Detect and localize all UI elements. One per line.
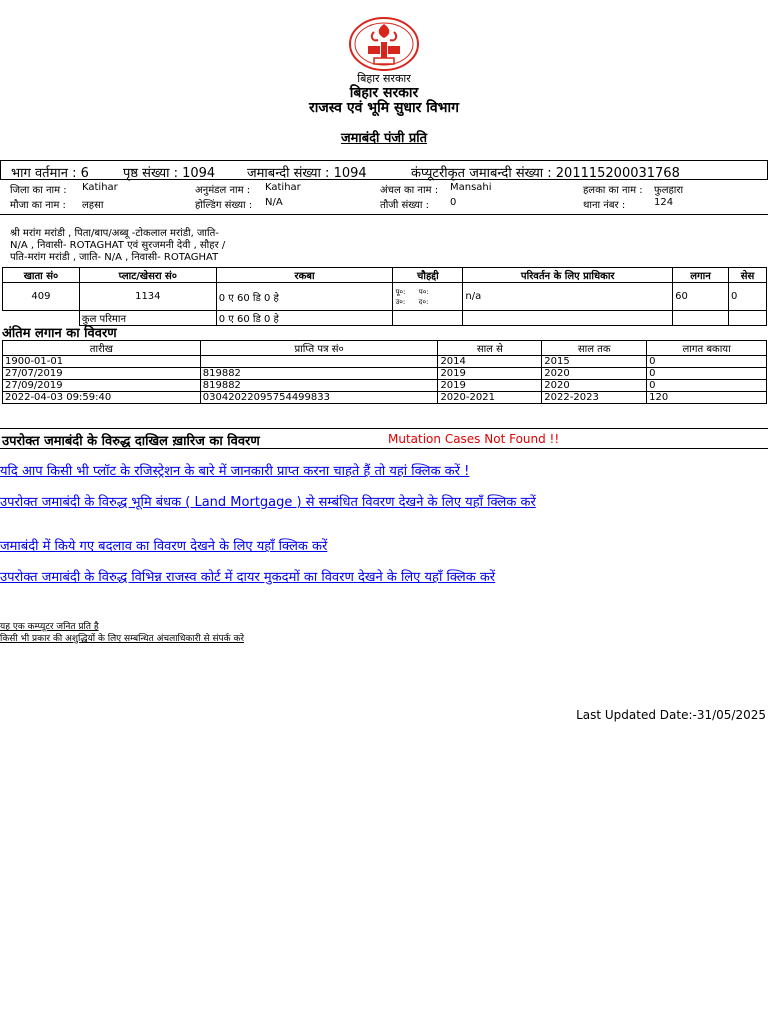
table-row (3, 392, 767, 404)
receipt-cell: 819882 (200, 368, 438, 380)
year-from-cell: 2019 (438, 380, 542, 392)
summary-bar (0, 160, 768, 180)
registration-link[interactable]: यदि आप किसी भी प्लॉट के रजिस्ट्रेशन के बारे में जानकारी प्राप्त करना चाहते हैं तो यहां क्लिक करें ! (0, 464, 470, 479)
date-cell: 27/07/2019 (3, 368, 201, 380)
government-name: बिहार सरकार (349, 85, 419, 101)
due-cell: 0 (647, 356, 767, 368)
west-label: द०: (418, 297, 429, 306)
north-label: पू०: (395, 287, 406, 296)
anchal-value: Mansahi (450, 182, 492, 193)
date-cell: 1900-01-01 (3, 356, 201, 368)
holding-value: N/A (265, 197, 283, 208)
date-cell: 27/09/2019 (3, 380, 201, 392)
tauzi-label: तौजी संख्या : (380, 200, 430, 211)
total-blank (463, 311, 673, 326)
thana-label: थाना नंबर : (583, 200, 626, 211)
revenue-court-cases-link[interactable]: उपरोक्त जमाबंदी के विरुद्ध विभिन्न राजस्व कोर्ट में दायर मुकदमों का विवरण देखने के लिए यहाँ क्लिक करें (0, 570, 496, 585)
owner-line-1: श्री मरांग मरांडी , पिता/बाप/अब्बू -टोकलाल मरांडी, जाति- (10, 228, 219, 239)
plot-table-header (3, 268, 767, 283)
mutation-status: Mutation Cases Not Found !! (388, 432, 560, 446)
chauhaddi-cell (393, 283, 463, 311)
receipt-cell: 819882 (200, 380, 438, 392)
col-khesra: प्लाट/खेसरा सं० (79, 268, 216, 283)
col-year-to: साल तक (542, 341, 647, 356)
mauja-value: लहसा (82, 200, 104, 211)
last-updated-date: Last Updated Date:-31/05/2025 (576, 708, 766, 722)
year-from-cell: 2014 (438, 356, 542, 368)
zila-label: जिला का नाम : (10, 185, 67, 196)
lagan-table (2, 340, 767, 404)
land-mortgage-link[interactable]: उपरोक्त जमाबंदी के विरुद्ध भूमि बंधक ( Land Mortgage ) से सम्बंधित विवरण देखने के लिए यहाँ क्लिक करें (0, 495, 536, 510)
page-title: जमाबंदी पंजी प्रति (340, 131, 428, 146)
jamabandi-changes-link[interactable]: जमाबंदी में किये गए बदलाव का विवरण देखने के लिए यहाँ क्लिक करें (0, 539, 328, 554)
lagan-cell: 60 (673, 283, 729, 311)
year-to-cell: 2022-2023 (542, 392, 647, 404)
year-from-cell: 2020-2021 (438, 392, 542, 404)
receipt-cell (200, 356, 438, 368)
total-blank (729, 311, 767, 326)
computer-generated-note: यह एक कम्प्यूटर जनित प्रति है (0, 622, 99, 632)
due-cell: 120 (647, 392, 767, 404)
anchal-label: अंचल का नाम : (380, 185, 439, 196)
lagan-section-title: अंतिम लगान का विवरण (2, 326, 117, 341)
year-to-cell: 2020 (542, 368, 647, 380)
total-blank (393, 311, 463, 326)
total-blank (673, 311, 729, 326)
col-authority: परिवर्तन के लिए प्राधिकार (463, 268, 673, 283)
due-cell: 0 (647, 380, 767, 392)
receipt-cell: 03042022095754499833 (200, 392, 438, 404)
authority-cell: n/a (463, 283, 673, 311)
year-to-cell: 2015 (542, 356, 647, 368)
year-to-cell: 2020 (542, 380, 647, 392)
plot-table (2, 267, 767, 326)
khesra-cell: 1134 (79, 283, 216, 311)
department-name: राजस्व एवं भूमि सुधार विभाग (308, 100, 460, 116)
col-due: लागत बकाया (647, 341, 767, 356)
tauzi-value: 0 (450, 197, 457, 208)
anumandal-label: अनुमंडल नाम : (195, 185, 251, 196)
table-row (3, 368, 767, 380)
jamabandi-value: जमाबन्दी संख्या : 1094 (247, 166, 367, 181)
col-rakba: रकबा (216, 268, 393, 283)
due-cell: 0 (647, 368, 767, 380)
rakba-cell: 0 ए 60 डि 0 हे (216, 283, 393, 311)
prishth-value: पृष्ठ संख्या : 1094 (123, 166, 216, 181)
lagan-table-header (3, 341, 767, 356)
halka-label: हलका का नाम : (583, 185, 643, 196)
year-from-cell: 2019 (438, 368, 542, 380)
computerized-value: कंप्यूटरीकृत जमाबन्दी संख्या : 201115200031768 (411, 166, 680, 181)
south-label: उ०: (395, 297, 406, 306)
date-cell: 2022-04-03 09:59:40 (3, 392, 201, 404)
col-khata: खाता सं० (3, 268, 80, 283)
col-receipt: प्राप्ति पत्र सं० (200, 341, 438, 356)
table-row (3, 283, 767, 311)
owner-line-2: N/A , निवासी- ROTAGHAT एवं सुरजमनी देवी , सौहर / (10, 240, 226, 251)
zila-value: Katihar (82, 182, 118, 193)
anumandal-value: Katihar (265, 182, 301, 193)
owner-details (10, 228, 240, 264)
col-year-from: साल से (438, 341, 542, 356)
khata-cell: 409 (3, 283, 80, 311)
header-small-line: बिहार सरकार (357, 72, 411, 85)
divider (0, 214, 768, 215)
holding-label: होल्डिंग संख्या : (195, 200, 253, 211)
col-lagan: लगान (673, 268, 729, 283)
col-ses: सेस (729, 268, 767, 283)
table-row (3, 380, 767, 392)
halka-value: फुलहारा (654, 185, 684, 196)
col-date: तारीख (3, 341, 201, 356)
contact-note: किसी भी प्रकार की अशुद्धियों के लिए सम्बन्धित अंचलाधिकारी से संपर्क करे (0, 634, 245, 644)
ses-cell: 0 (729, 283, 767, 311)
col-chauhaddi: चौहद्दी (393, 268, 463, 283)
mauja-label: मौजा का नाम : (10, 200, 66, 211)
owner-line-3: पति-मरांग मरांडी , जाति- N/A , निवासी- ROTAGHAT (10, 252, 219, 263)
bihar-emblem-icon (348, 16, 420, 72)
east-label: प०: (418, 287, 429, 296)
bhag-value: भाग वर्तमान : 6 (11, 166, 89, 181)
table-row (3, 356, 767, 368)
total-row (3, 311, 767, 326)
total-label: कुल परिमान (79, 311, 216, 326)
mutation-label: उपरोक्त जमाबंदी के विरुद्ध दाखिल ख़ारिज का विवरण (2, 434, 260, 449)
thana-value: 124 (654, 197, 674, 208)
total-rakba: 0 ए 60 डि 0 हे (216, 311, 393, 326)
